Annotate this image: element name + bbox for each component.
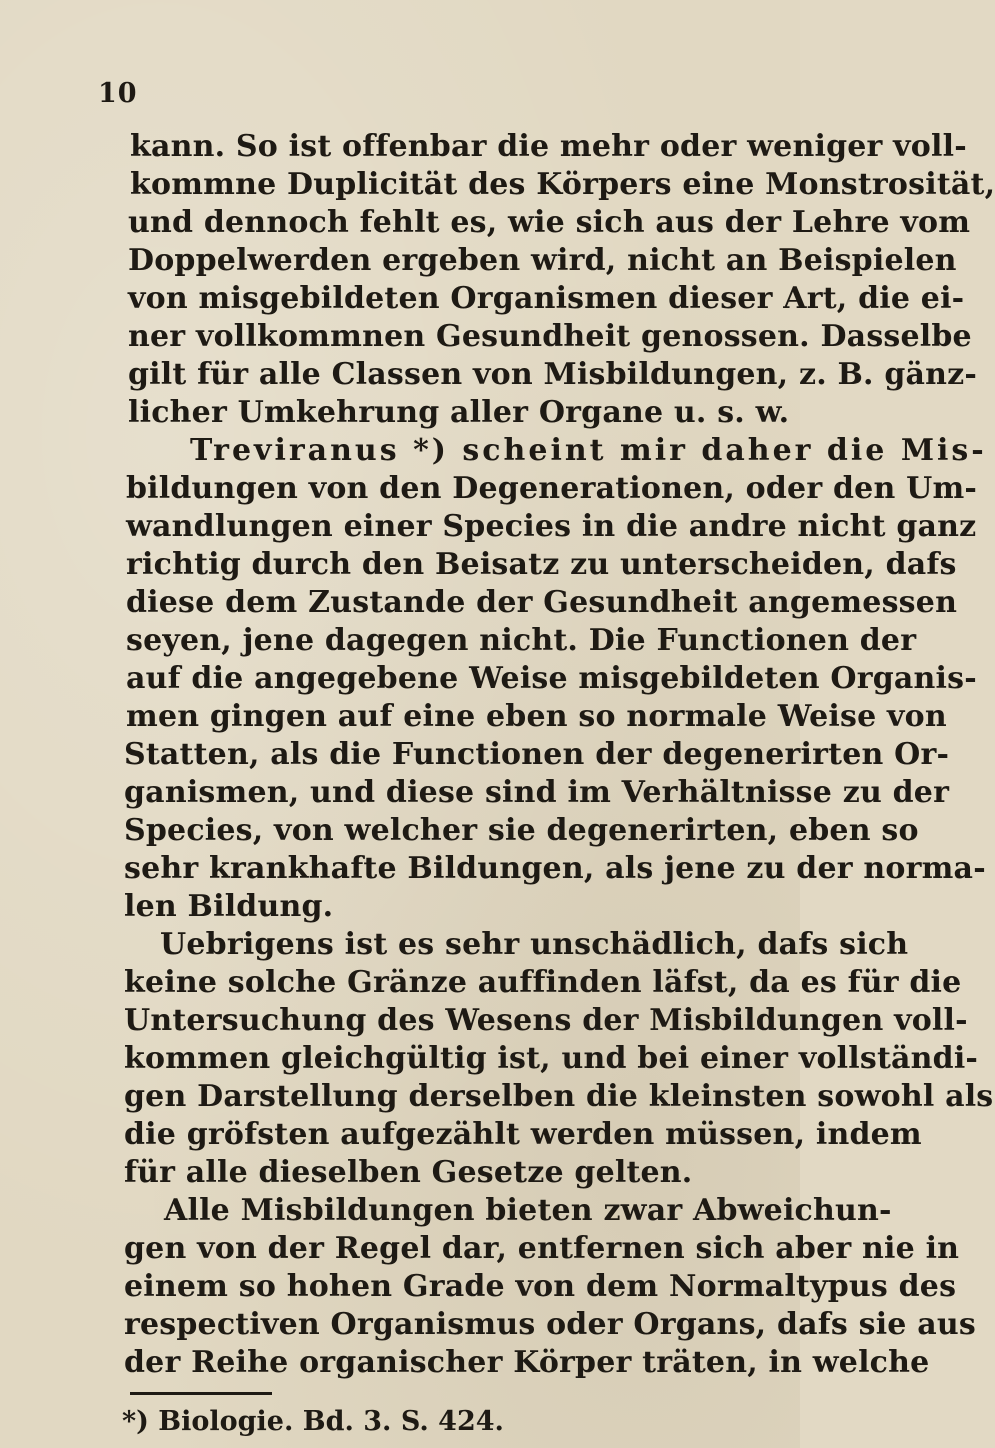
page-number: 10 — [98, 78, 138, 109]
text-line: ner vollkommnen Gesundheit genossen. Dasselbe — [128, 319, 972, 354]
text-line: bildungen von den Degenerationen, oder den Um- — [126, 471, 978, 506]
footnote: *) Biologie. Bd. 3. S. 424. — [122, 1406, 504, 1437]
text-line: der Reihe organischer Körper träten, in welche — [124, 1345, 930, 1380]
text-line: men gingen auf eine eben so normale Weise von — [126, 699, 947, 734]
text-line: einem so hohen Grade von dem Normaltypus des — [124, 1269, 957, 1304]
text-line: kommne Duplicität des Körpers eine Monstrosität, — [130, 167, 995, 202]
text-line: kommen gleichgültig ist, und bei einer vollständi- — [124, 1041, 979, 1076]
text-line: und dennoch fehlt es, wie sich aus der Lehre vom — [128, 205, 971, 240]
text-line: die gröfsten aufgezählt werden müssen, indem — [124, 1117, 922, 1152]
text-line: gilt für alle Classen von Misbildungen, z. B. gänz- — [128, 357, 978, 392]
text-line: kann. So ist offenbar die mehr oder weniger voll- — [130, 129, 967, 164]
text-line: Uebrigens ist es sehr unschädlich, dafs sich — [160, 927, 909, 962]
text-line: len Bildung. — [124, 889, 334, 924]
footnote-divider — [130, 1392, 272, 1395]
text-line: keine solche Gränze auffinden läfst, da es für die — [124, 965, 962, 1000]
text-line: Species, von welcher sie degenerirten, eben so — [124, 813, 919, 848]
text-line: auf die angegebene Weise misgebildeten Organis- — [126, 661, 977, 696]
text-line: diese dem Zustande der Gesundheit angemessen — [126, 585, 958, 620]
text-line: wandlungen einer Species in die andre nicht ganz — [126, 509, 977, 544]
text-line: seyen, jene dagegen nicht. Die Functionen der — [126, 623, 917, 658]
text-line: gen Darstellung derselben die kleinsten sowohl als — [124, 1079, 994, 1114]
text-line: gen von der Regel dar, entfernen sich aber nie in — [124, 1231, 960, 1266]
text-line: Doppelwerden ergeben wird, nicht an Beispielen — [128, 243, 957, 278]
text-line: Untersuchung des Wesens der Misbildungen voll- — [124, 1003, 968, 1038]
text-line: richtig durch den Beisatz zu unterscheiden, dafs — [126, 547, 957, 582]
text-line: Alle Misbildungen bieten zwar Abweichun- — [164, 1193, 892, 1228]
text-line: ganismen, und diese sind im Verhältnisse zu der — [124, 775, 950, 810]
text-line: von misgebildeten Organismen dieser Art, die ei- — [128, 281, 965, 316]
text-line: licher Umkehrung aller Organe u. s. w. — [128, 395, 790, 430]
text-line: Treviranus *) scheint mir daher die Mis- — [190, 433, 987, 468]
text-line: sehr krankhafte Bildungen, als jene zu der norma- — [124, 851, 986, 886]
text-line: Statten, als die Functionen der degenerirten Or- — [124, 737, 950, 772]
text-line: für alle dieselben Gesetze gelten. — [124, 1155, 693, 1190]
text-line: respectiven Organismus oder Organs, dafs sie aus — [124, 1307, 976, 1342]
